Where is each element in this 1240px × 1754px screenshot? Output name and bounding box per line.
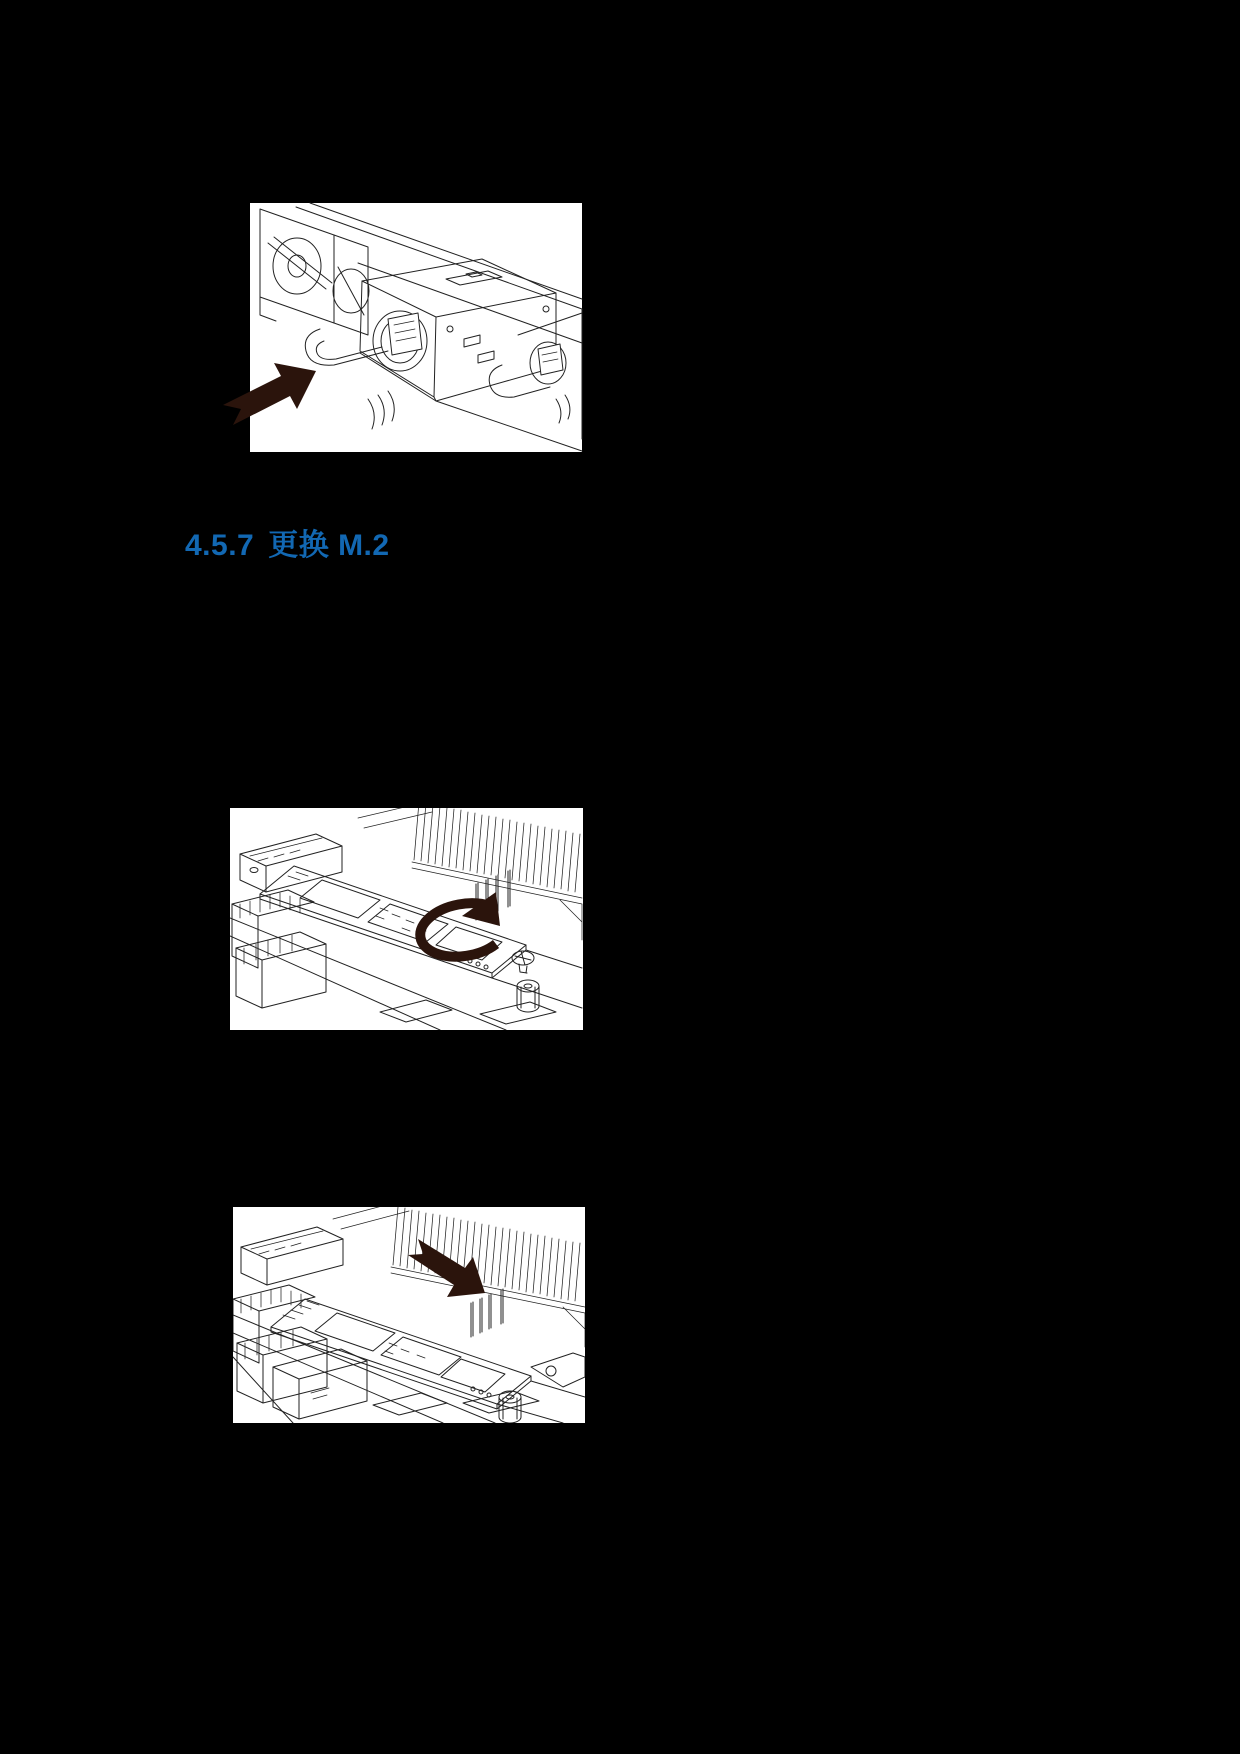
section-title: 更换 M.2 — [268, 529, 390, 562]
section-heading — [185, 529, 390, 562]
chassis — [296, 203, 582, 451]
board-bracket — [531, 1353, 585, 1387]
psu-box — [305, 259, 556, 429]
m2-remove-drawing — [233, 1207, 585, 1423]
remove-direction-arrow-icon — [408, 1239, 485, 1297]
header-pins — [471, 1289, 503, 1337]
standoff — [517, 980, 539, 1012]
m2-socket — [241, 1227, 343, 1285]
board-connectors — [233, 1285, 585, 1423]
figure-m2-remove — [233, 1207, 585, 1423]
rotation-arrow-icon — [420, 892, 500, 957]
standoff — [499, 1391, 521, 1423]
heatsink — [358, 808, 582, 940]
m2-socket — [240, 834, 342, 892]
figure-m2-screw-loosen — [230, 808, 583, 1030]
psu-install-drawing — [250, 203, 582, 452]
section-number: 4.5.7 — [185, 529, 255, 562]
psu-bay-right — [489, 313, 582, 423]
m2-screw-loosen-drawing — [230, 808, 583, 1030]
m2-card — [271, 1299, 531, 1409]
figure-psu-install — [250, 203, 582, 452]
insert-direction-arrow-icon — [223, 363, 316, 425]
fan-modules — [260, 209, 369, 335]
